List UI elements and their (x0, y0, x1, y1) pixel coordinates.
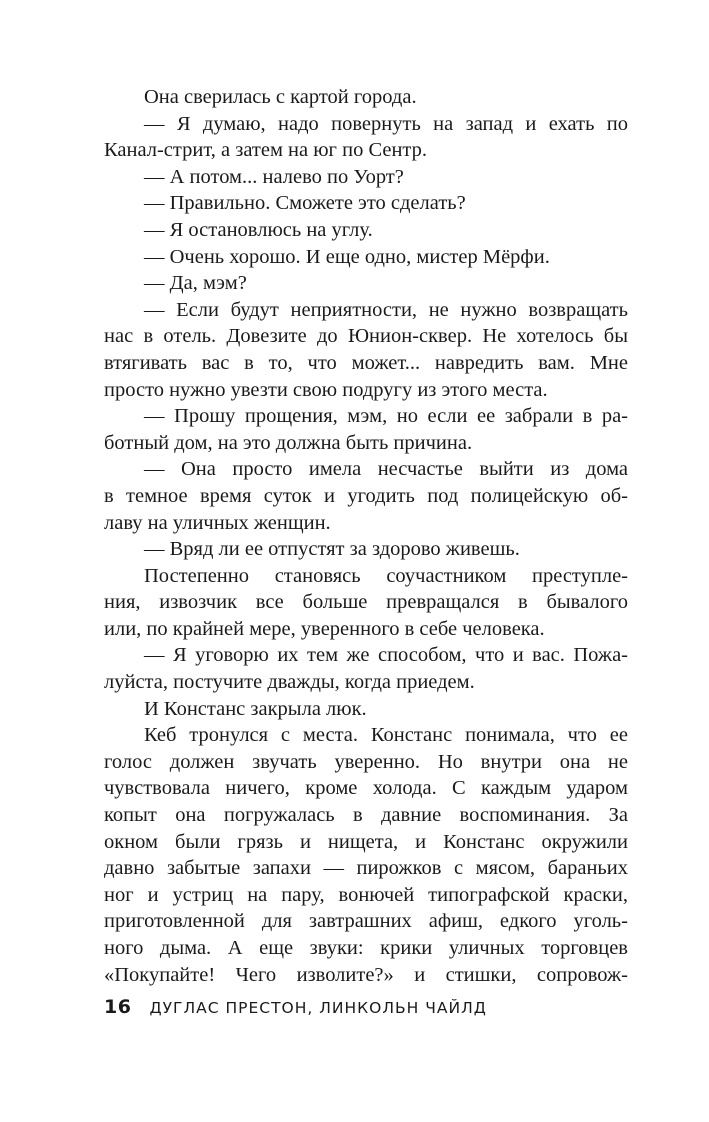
text-line: — Я уговорю их тем же способом, что и вас. Пожа- (144, 644, 628, 667)
text-line: — Прошу прощения, мэм, но если ее забрали в ра- (144, 405, 628, 428)
body-text (104, 84, 628, 988)
text-line: втягивать вас в то, что может... навредить вам. Мне (104, 351, 628, 374)
text-line: — Я думаю, надо повернуть на запад и ехать по (144, 112, 628, 135)
text-line: окном были грязь и нищета, и Констанс окружили (104, 830, 628, 853)
text-line: — Я остановлюсь на углу. (144, 218, 373, 241)
running-head: ДУГЛАС ПРЕСТОН, ЛИНКОЛЬН ЧАЙЛД (149, 999, 487, 1017)
text-line: — А потом... налево по Уорт? (144, 165, 404, 188)
text-line: лаву на уличных женщин. (104, 511, 331, 534)
text-line: нас в отель. Довезите до Юнион-сквер. Не хотелось бы (104, 325, 628, 348)
text-line: ботный дом, на это должна быть причина. (104, 431, 473, 454)
text-line: — Она просто имела несчастье выйти из дома (144, 458, 628, 481)
text-line: ног и устриц на пару, вонючей типографской краски, (104, 883, 628, 906)
page-number: 16 (104, 996, 132, 1018)
text-line: луйста, постучите дважды, когда приедем. (104, 671, 475, 694)
text-line: Она сверилась с картой города. (144, 86, 417, 108)
text-line: в темное время суток и угодить под полицейскую об- (104, 484, 628, 507)
text-line: голос должен звучать уверенно. Но внутри она не (104, 750, 628, 773)
text-line: ния, извозчик все больше превращался в бывалого (104, 591, 628, 614)
text-line: Кеб тронулся с места. Констанс понимала, что ее (144, 724, 628, 747)
text-line: Канал-стрит, а затем на юг по Сентр. (104, 139, 428, 162)
text-line: чувствовала ничего, кроме холода. С каждым ударом (104, 777, 628, 800)
text-line: «Покупайте! Чего изволите?» и стишки, сопровож- (104, 963, 628, 986)
text-line: давно забытые запахи — пирожков с мясом, бараньих (104, 857, 628, 880)
text-line: приготовленной для завтрашних афиш, едкого уголь- (104, 910, 628, 933)
page-footer (104, 996, 487, 1022)
text-line: Постепенно становясь соучастником преступле- (144, 564, 628, 587)
text-line: — Да, мэм? (144, 272, 247, 295)
text-line: просто нужно увезти свою подругу из этого места. (104, 378, 548, 401)
text-line: ного дыма. А еще звуки: крики уличных торговцев (104, 937, 628, 959)
text-line: — Правильно. Сможете это сделать? (144, 192, 466, 215)
text-line: — Если будут неприятности, не нужно возвращать (144, 298, 628, 321)
text-line: И Констанс закрыла люк. (144, 697, 367, 720)
text-line: или, по крайней мере, уверенного в себе человека. (104, 617, 545, 640)
text-line: — Очень хорошо. И еще одно, мистер Мёрфи. (144, 245, 550, 268)
text-line: копыт она погружалась в давние воспоминания. За (104, 804, 628, 827)
text-line: — Вряд ли ее отпустят за здорово живешь. (144, 538, 520, 561)
